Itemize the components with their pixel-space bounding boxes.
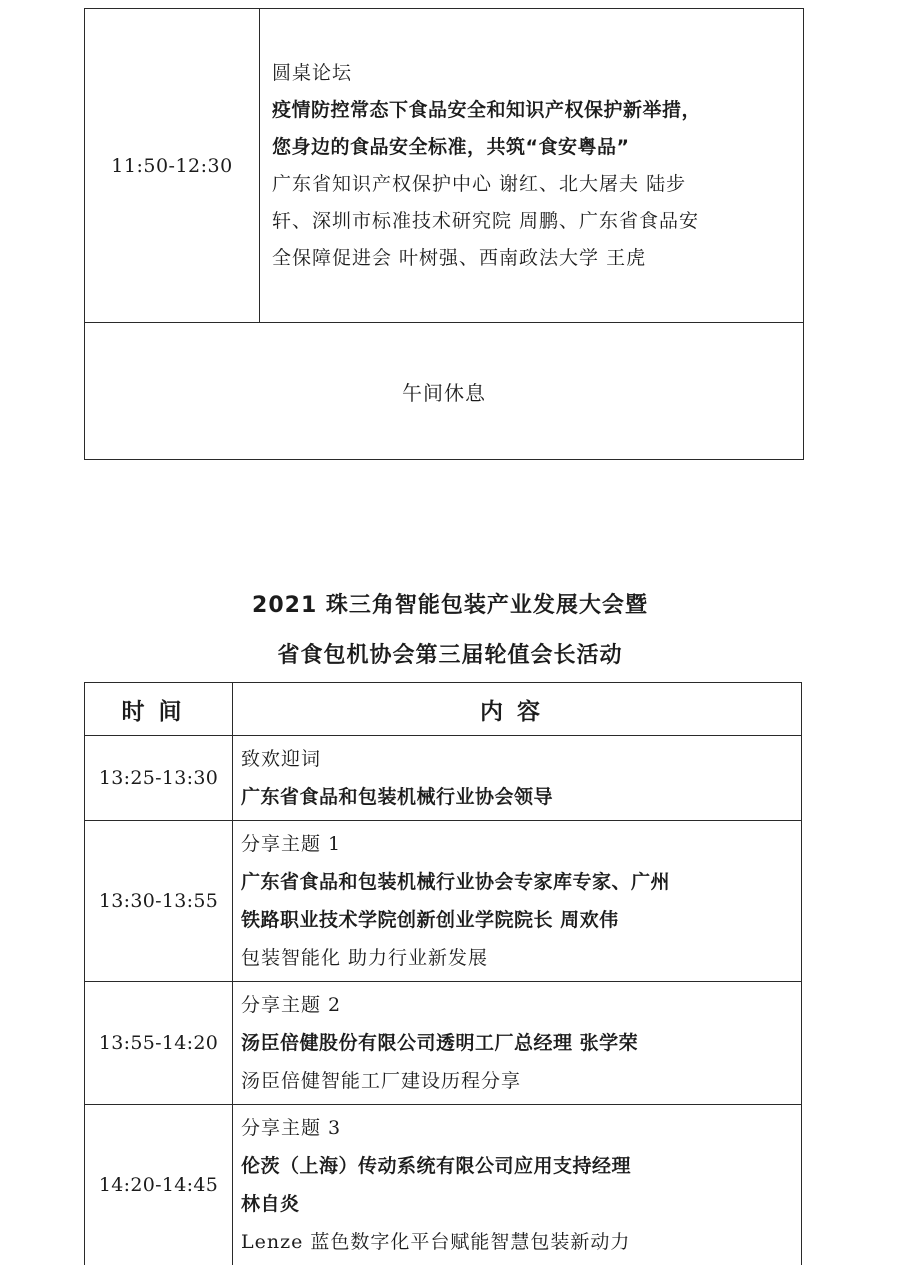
talk-topic: 包装智能化 助力行业新发展 (241, 939, 793, 977)
speakers-line: 全保障促进会 叶树强、西南政法大学 王虎 (272, 240, 793, 277)
table-row (85, 323, 804, 460)
table-row (85, 736, 802, 821)
time-cell: 13:55-14:20 (85, 982, 233, 1105)
time-cell: 13:25-13:30 (85, 736, 233, 821)
session-title-line: 疫情防控常态下食品安全和知识产权保护新举措， (272, 92, 793, 129)
speaker-line: 广东省食品和包装机械行业协会专家库专家、广州 (241, 863, 793, 901)
speaker-line: 汤臣倍健股份有限公司透明工厂总经理 张学荣 (241, 1024, 793, 1062)
talk-topic: Lenze 蓝色数字化平台赋能智慧包装新动力 (241, 1223, 793, 1261)
column-header-time: 时间 (85, 683, 233, 736)
content-cell (233, 736, 802, 821)
session-category: 分享主题 1 (241, 825, 793, 863)
content-cell (260, 9, 804, 323)
session-category: 分享主题 2 (241, 986, 793, 1024)
schedule-table-bottom (84, 682, 802, 1265)
speaker-line: 铁路职业技术学院创新创业学院院长 周欢伟 (241, 901, 793, 939)
session-category: 分享主题 3 (241, 1109, 793, 1147)
speaker-line: 广东省食品和包装机械行业协会领导 (241, 778, 793, 816)
schedule-table-top (84, 8, 804, 460)
table-row (85, 9, 804, 323)
content-cell (233, 821, 802, 982)
time-cell: 11:50-12:30 (85, 9, 260, 323)
session-category: 圆桌论坛 (272, 55, 793, 92)
column-header-content: 内容 (233, 683, 802, 736)
time-cell: 13:30-13:55 (85, 821, 233, 982)
table-row (85, 821, 802, 982)
table-row (85, 982, 802, 1105)
section-heading-line2: 省食包机协会第三届轮值会长活动 (0, 638, 900, 669)
session-title-line: 您身边的食品安全标准，共筑“食安粤品” (272, 129, 793, 166)
time-cell: 14:20-14:45 (85, 1105, 233, 1265)
lunch-break-cell: 午间休息 (85, 323, 804, 460)
speakers-line: 广东省知识产权保护中心 谢红、北大屠夫 陆步 (272, 166, 793, 203)
speaker-line: 林自炎 (241, 1185, 793, 1223)
speakers-line: 轩、深圳市标准技术研究院 周鹏、广东省食品安 (272, 203, 793, 240)
content-cell (233, 982, 802, 1105)
speaker-line: 伦茨（上海）传动系统有限公司应用支持经理 (241, 1147, 793, 1185)
section-heading-line1: 2021 珠三角智能包装产业发展大会暨 (0, 588, 900, 619)
table-header-row (85, 683, 802, 736)
talk-topic: 汤臣倍健智能工厂建设历程分享 (241, 1062, 793, 1100)
session-category: 致欢迎词 (241, 740, 793, 778)
